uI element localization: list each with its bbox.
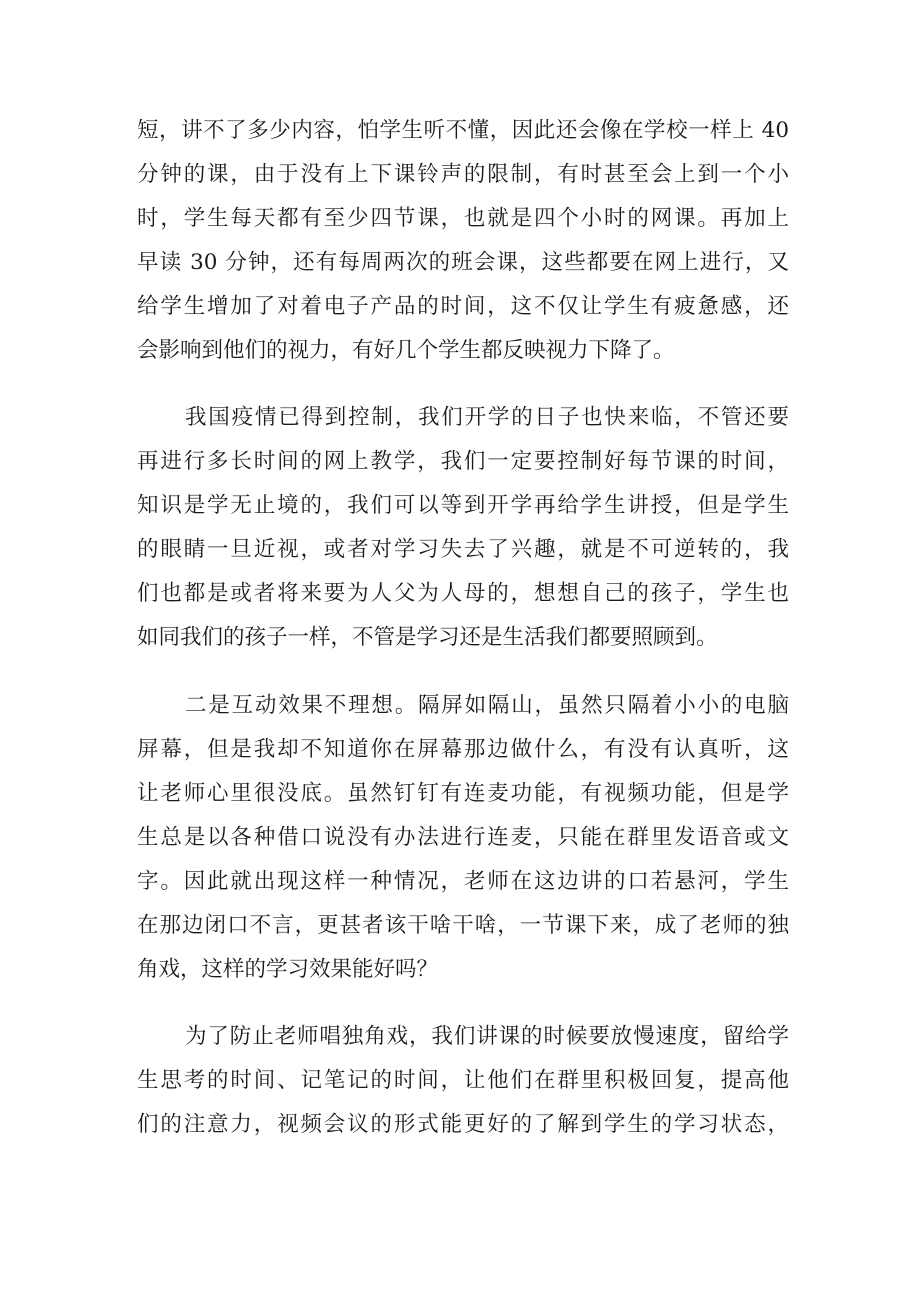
text-line: 让老师心里很没底。虽然钉钉有连麦功能，有视频功能，但是学: [137, 781, 789, 806]
text-line: 的眼睛一旦近视，或者对学习失去了兴趣，就是不可逆转的，我: [137, 537, 789, 562]
text-line: 早读 30 分钟，还有每周两次的班会课，这些都要在网上进行，又: [137, 250, 789, 275]
text-line: 知识是学无止境的，我们可以等到开学再给学生讲授，但是学生: [137, 493, 789, 518]
paragraph-first-line: 我国疫情已得到控制，我们开学的日子也快来临，不管还要: [185, 405, 789, 430]
paragraph-first-line: 二是互动效果不理想。隔屏如隔山，虽然只隔着小小的电脑: [185, 693, 789, 718]
text-line: 生总是以各种借口说没有办法进行连麦，只能在群里发语音或文: [137, 825, 789, 850]
text-line: 在那边闭口不言，更甚者该干啥干啥，一节课下来，成了老师的独: [137, 913, 789, 938]
text-line: 们的注意力，视频会议的形式能更好的了解到学生的学习状态，: [137, 1112, 789, 1137]
text-line: 给学生增加了对着电子产品的时间，这不仅让学生有疲惫感，还: [137, 294, 789, 319]
text-line: 再进行多长时间的网上教学，我们一定要控制好每节课的时间，: [137, 449, 789, 474]
text-line: 角戏，这样的学习效果能好吗？: [137, 957, 439, 982]
text-line: 会影响到他们的视力，有好几个学生都反映视力下降了。: [137, 338, 675, 363]
text-line: 短，讲不了多少内容，怕学生听不懂，因此还会像在学校一样上 40: [137, 118, 789, 143]
text-line: 时，学生每天都有至少四节课，也就是四个小时的网课。再加上: [137, 206, 789, 231]
text-line: 屏幕，但是我却不知道你在屏幕那边做什么，有没有认真听，这: [137, 737, 789, 762]
paragraph-first-line: 为了防止老师唱独角戏，我们讲课的时候要放慢速度，留给学: [185, 1024, 789, 1049]
text-line: 们也都是或者将来要为人父为人母的，想想自己的孩子，学生也: [137, 581, 789, 606]
text-line: 字。因此就出现这样一种情况，老师在这边讲的口若悬河，学生: [137, 869, 789, 894]
text-line: 生思考的时间、记笔记的时间，让他们在群里积极回复，提高他: [137, 1068, 789, 1093]
text-line: 分钟的课，由于没有上下课铃声的限制，有时甚至会上到一个小: [137, 162, 789, 187]
text-line: 如同我们的孩子一样，不管是学习还是生活我们都要照顾到。: [137, 625, 718, 650]
